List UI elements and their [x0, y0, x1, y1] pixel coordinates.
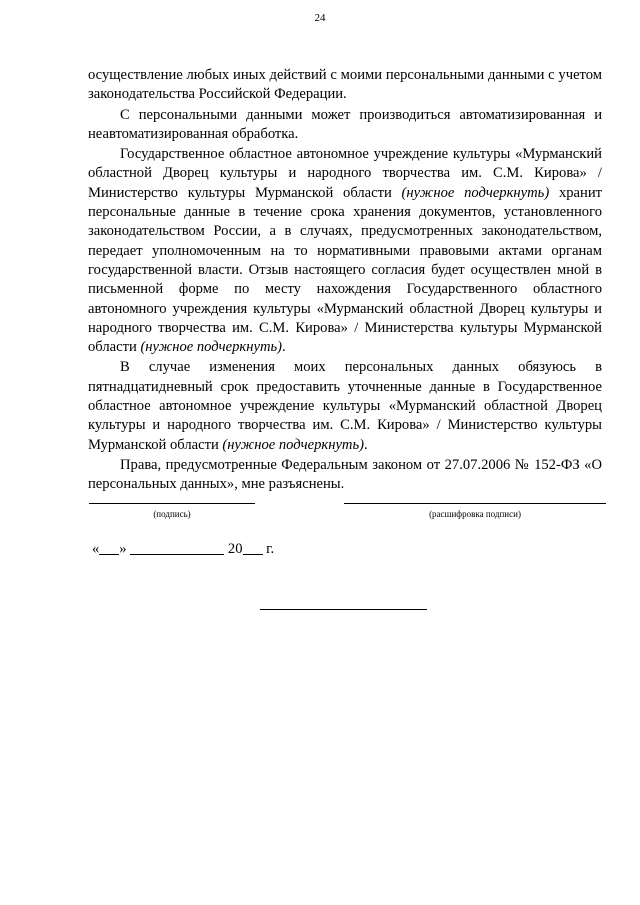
paragraph-3-end: . — [282, 339, 286, 356]
year-blank — [243, 540, 263, 555]
paragraph-3 — [88, 145, 602, 357]
decryption-label: (расшифровка подписи) — [429, 509, 521, 519]
year-prefix: 20 — [227, 541, 243, 557]
paragraph-4-note: (нужное подчеркнуть) — [222, 436, 364, 453]
date-open-quote: « — [92, 541, 100, 557]
paragraph-4 — [88, 358, 602, 454]
year-suffix: г. — [262, 541, 275, 557]
paragraph-3-text-a: Государственное областное автономное учреждение культуры «Мурманский областной Дворец культуры и народного творчества им. С.М. Кирова» / Министерство культуры Мурманской области — [88, 146, 602, 201]
paragraph-5: Права, предусмотренные Федеральным законом от 27.07.2006 № 152-ФЗ «О персональных данных», мне разъяснены. — [88, 456, 602, 493]
month-blank — [130, 540, 224, 555]
paragraph-3-text-b: хранит персональные данные в течение срока хранения документов, установленного законодательством России, а в случаях, предусмотренных законодательством, передает уполномоченным на то нормативными правовыми актами органам государственной власти. Отзыв настоящего согласия будет осуществлен мной в письменной форме по месту нахождения Государственного областного автономного учреждения культуры «Мурманский областной Дворец культуры и народного творчества им. С.М. Кирова» / Министерства культуры Мурманской области — [88, 184, 603, 356]
signature-label: (подпись) — [153, 509, 191, 519]
paragraph-1: осуществление любых иных действий с моими персональными данными с учетом законодательства Российской Федерации. — [88, 67, 602, 103]
date-close-quote: » — [119, 541, 127, 557]
paragraph-4-end: . — [363, 436, 368, 453]
decryption-line — [344, 503, 606, 504]
signature-line — [89, 503, 255, 504]
consent-text — [88, 66, 602, 495]
page-number: 24 — [314, 12, 326, 24]
paragraph-3-note-a: (нужное подчеркнуть) — [401, 184, 550, 201]
paragraph-3-note-b: (нужное подчеркнуть) — [140, 339, 282, 356]
day-blank — [99, 540, 119, 555]
paragraph-4-text: В случае изменения моих персональных данных обязуюсь в пятнадцатидневный срок предоставить уточненные данные в Государственное областное автономное учреждение культуры «Мурманский областной Дворец культуры и народного творчества им. С.М. Кирова» / Министерство культуры Мурманской области — [88, 359, 602, 453]
date-line — [92, 540, 274, 558]
paragraph-2: С персональными данными может производиться автоматизированная и неавтоматизированная обработка. — [88, 106, 602, 142]
closing-line — [260, 609, 427, 610]
